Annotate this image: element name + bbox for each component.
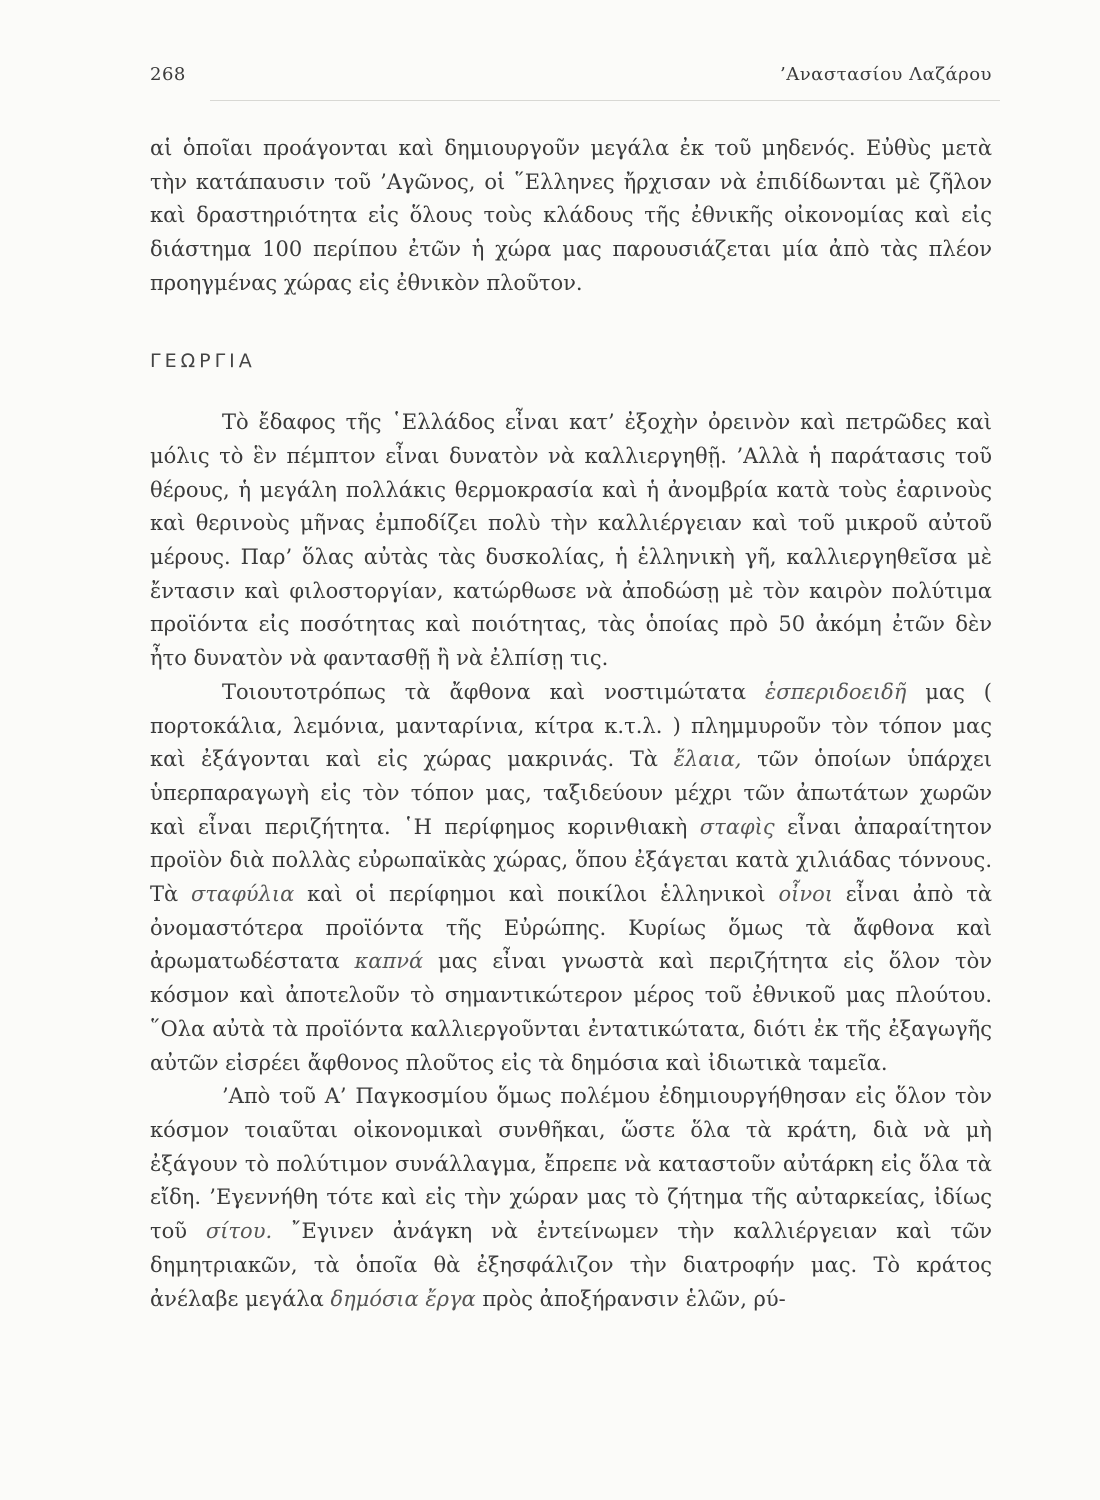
text-run: ῎Εγινεν ἀνάγκη νὰ ἐντείνωμεν τὴν καλλιέργειαν καὶ τῶν δημητριακῶν, τὰ ὁποῖα θὰ ἐξησφάλιζον τὴν διατροφήν μας. Τὸ κράτος ἀνέλαβε μεγάλα: [150, 1219, 992, 1311]
text-run: εἶναι ἀπὸ τὰ ὀνομαστότερα προϊόντα τῆς Εὐρώπης. Κυρίως ὅμως τὰ ἄφθονα καὶ ἀρωματωδέστατα: [150, 882, 992, 974]
emphasis-currant: σταφὶς: [699, 814, 775, 839]
text-run: πρὸς ἀποξήρανσιν ἑλῶν, ρύ-: [475, 1286, 786, 1311]
paragraph-soil: Τὸ ἔδαφος τῆς ῾Ελλάδος εἶναι κατ’ ἐξοχὴν ὀρεινὸν καὶ πετρῶδες καὶ μόλις τὸ ἓν πέμπτον εἶναι δυνατὸν νὰ καλλιεργηθῇ. ’Αλλὰ ἡ παράτασις τοῦ θέρους, ἡ μεγάλη πολλάκις θερμοκρασία καὶ ἡ ἀνομβρία κατὰ τοὺς ἐαρινοὺς καὶ θερινοὺς μῆνας ἐμποδίζει πολὺ τὴν καλλιέργειαν καὶ τοῦ μικροῦ αὐτοῦ μέρους. Παρ’ ὅλας αὐτὰς τὰς δυσκολίας, ἡ ἑλληνικὴ γῆ, καλλιεργηθεῖσα μὲ ἔντασιν καὶ φιλοστοργίαν, κατώρθωσε νὰ ἀποδώσῃ μὲ τὸν καιρὸν πολύτιμα προϊόντα εἰς ποσότητας καὶ ποιότητας, τὰς ὁποίας πρὸ 50 ἀκόμη ἐτῶν δὲν ἦτο δυνατὸν νὰ φαντασθῇ ἢ νὰ ἐλπίσῃ τις.: [150, 410, 992, 671]
paragraph-continued: αἱ ὁποῖαι προάγονται καὶ δημιουργοῦν μεγάλα ἐκ τοῦ μηδενός. Εὐθὺς μετὰ τὴν κατάπαυσιν τοῦ ’Αγῶνος, οἱ ῞Ελληνες ἤρχισαν νὰ ἐπιδίδωνται μὲ ζῆλον καὶ δραστηριότητα εἰς ὅλους τοὺς κλάδους τῆς ἐθνικῆς οἰκονομίας καὶ εἰς διάστημα 100 περίπου ἐτῶν ἡ χώρα μας παρουσιάζεται μία ἀπὸ τὰς πλέον προηγμένας χώρας εἰς ἐθνικὸν πλοῦτον.: [150, 136, 992, 295]
paragraph-autarky: [150, 1080, 992, 1316]
page-number: 268: [150, 64, 186, 85]
emphasis-oils: ἔλαια,: [673, 747, 742, 772]
text-run: Τοιουτοτρόπως τὰ ἄφθονα καὶ νοστιμώτατα: [222, 679, 766, 704]
text-run: τῶν ὁποίων ὑπάρχει ὑπερπαραγωγὴ εἰς τὸν τόπον μας, ταξιδεύουν μέχρι τῶν ἀπωτάτων χωρῶν καὶ εἶναι περιζήτητα. ῾Η περίφημος κορινθιακὴ: [150, 747, 993, 839]
header-rule: [210, 100, 1000, 101]
text-run: μας ( πορτοκάλια, λεμόνια, μανταρίνια, κίτρα κ.τ.λ. ) πλημμυροῦν τὸν τόπον μας καὶ ἐξάγονται καὶ εἰς χώρας μακρινάς. Τὰ: [150, 679, 992, 772]
page-body: [150, 132, 992, 1316]
emphasis-wines: οἶνοι: [778, 882, 833, 907]
emphasis-wheat: σίτου.: [205, 1219, 273, 1244]
running-head: ’Αναστασίου Λαζάρου: [780, 64, 992, 85]
emphasis-citrus: ἑσπεριδοειδῆ: [765, 679, 907, 704]
text-run: ’Απὸ τοῦ Α’ Παγκοσμίου ὅμως πολέμου ἐδημιουργήθησαν εἰς ὅλον τὸν κόσμον τοιαῦται οἰκονομικαὶ συνθῆκαι, ὥστε ὅλα τὰ κράτη, διὰ νὰ μὴ ἐξάγουν τὸ πολύτιμον συνάλλαγμα, ἔπρεπε νὰ καταστοῦν αὐτάρκη εἰς ὅλα τὰ εἴδη. ’Εγεννήθη τότε καὶ εἰς τὴν χώραν μας τὸ ζήτημα τῆς αὐταρκείας, ἰδίως τοῦ: [150, 1084, 992, 1244]
emphasis-tobacco: καπνά: [354, 949, 424, 974]
paragraph-products: [150, 676, 992, 1080]
text-run: μας εἶναι γνωστὰ καὶ περιζήτητα εἰς ὅλον τὸν κόσμον καὶ ἀποτελοῦν τὸ σημαντικώτερον μέρος τοῦ ἐθνικοῦ μας πλούτου. ῞Ολα αὐτὰ τὰ προϊόντα καλλιεργοῦνται ἐντατικώτατα, διότι ἐκ τῆς ἐξαγωγῆς αὐτῶν εἰσρέει ἄφθονος πλοῦτος εἰς τὰ δημόσια καὶ ἰδιωτικὰ ταμεῖα.: [150, 949, 992, 1075]
emphasis-public-works: δημόσια ἔργα: [330, 1286, 476, 1311]
text-run: καὶ οἱ περίφημοι καὶ ποικίλοι ἑλληνικοὶ: [294, 882, 779, 907]
page-header: [150, 64, 992, 94]
emphasis-grapes: σταφύλια: [190, 882, 295, 907]
section-heading: ΓΕΩΡΓΙΑ: [150, 349, 256, 372]
text-run: εἶναι ἀπαραίτητον προϊὸν διὰ πολλὰς εὐρωπαϊκὰς χώρας, ὅπου ἐξάγεται κατὰ χιλιάδας τόννους. Τὰ: [150, 814, 993, 907]
